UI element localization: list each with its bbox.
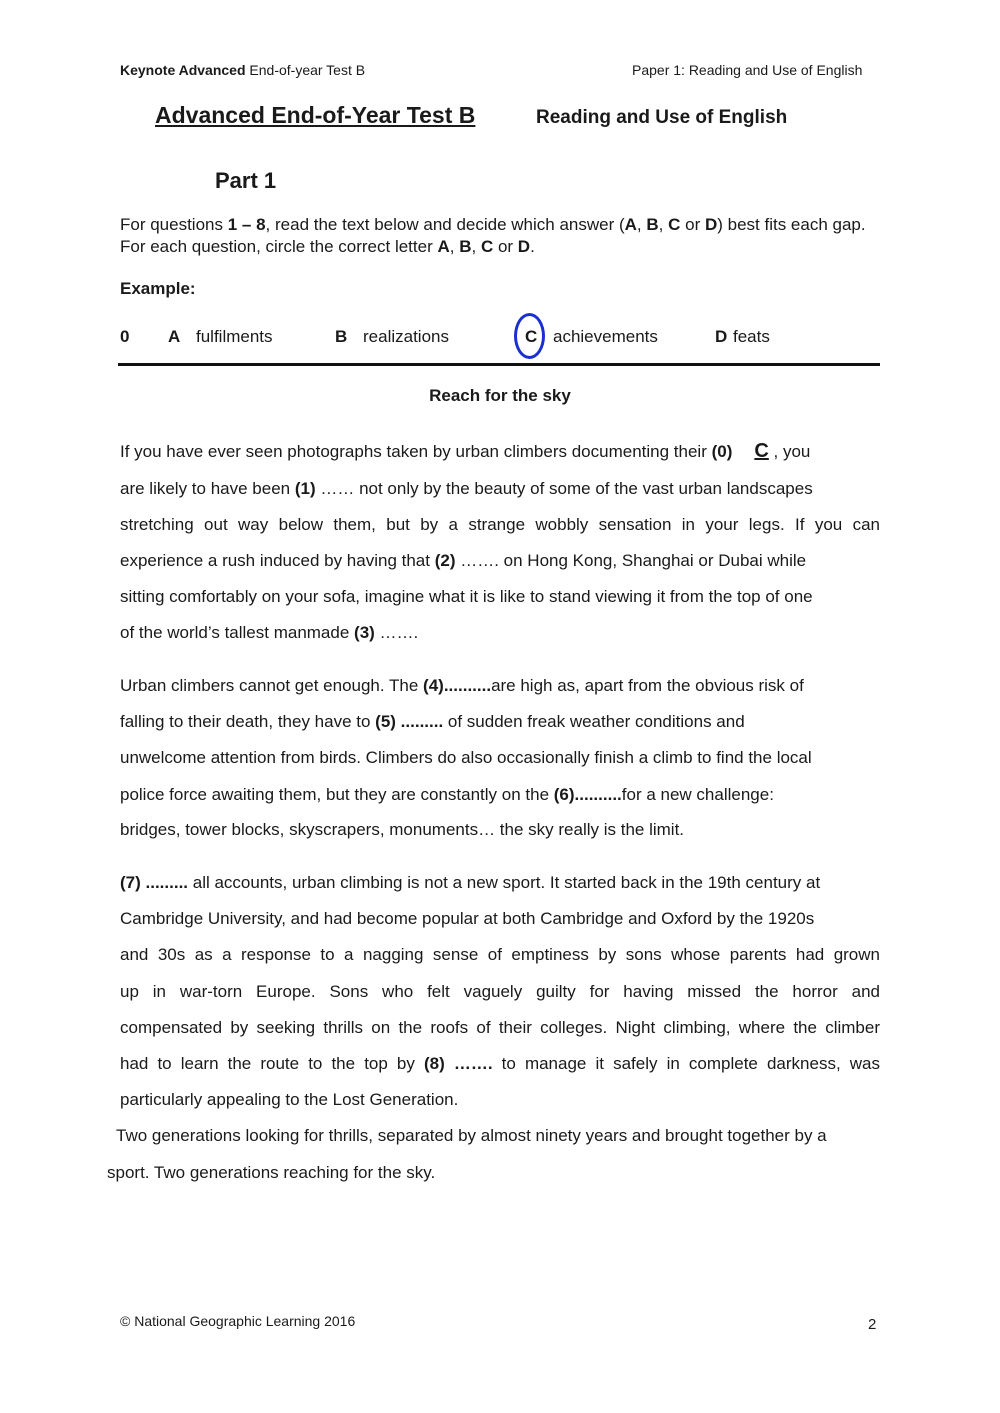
- p4-line-1: Two generations looking for thrills, separated by almost ninety years and brought together by a: [116, 1126, 827, 1145]
- header-book-title: Keynote Advanced: [120, 62, 246, 78]
- p2-line-3: unwelcome attention from birds. Climbers do also occasionally finish a climb to find the local: [120, 748, 812, 767]
- part-heading: Part 1: [215, 168, 277, 193]
- example-option-c-text: achievements: [553, 327, 658, 346]
- example-option-a-letter: A: [168, 327, 181, 346]
- instr-range: 1 – 8: [227, 215, 266, 234]
- page-subtitle: Reading and Use of English: [536, 107, 788, 128]
- p2-text: Urban climbers cannot get enough. The: [120, 676, 424, 695]
- p1-line-1: [120, 440, 880, 463]
- p2-text: for a new challenge:: [621, 785, 774, 804]
- p1-text: If you have ever seen photographs taken by urban climbers documenting their: [120, 442, 712, 461]
- instr-sep: ,: [636, 215, 647, 234]
- gap-dots: ..........: [443, 676, 492, 695]
- p3-line-3: and 30s as a response to a nagging sense of emptiness by sons whose parents had grown: [120, 945, 880, 964]
- instr-sep: .: [530, 237, 535, 256]
- instr-sep: ,: [449, 237, 460, 256]
- divider: [118, 363, 880, 366]
- p2-text: are high as, apart from the obvious risk of: [491, 676, 804, 695]
- gap-number-2: (2): [434, 551, 456, 570]
- p3-text: had to learn the route to the top by: [120, 1054, 424, 1073]
- gap-dots: .........: [395, 712, 444, 731]
- p3-text: to manage it safely in complete darkness, was: [492, 1054, 880, 1073]
- example-number: 0: [120, 327, 130, 346]
- page-title: Advanced End-of-Year Test B: [155, 102, 476, 128]
- gap-number-8: (8): [423, 1054, 445, 1073]
- p1-text: , you: [768, 442, 811, 461]
- gap-dots: .........: [140, 873, 189, 892]
- p1-line-4: [120, 551, 880, 571]
- p2-line-4: [120, 785, 880, 805]
- example-answer: C: [754, 440, 769, 462]
- p1-line-6: [120, 623, 880, 643]
- gap-dots: ..........: [574, 785, 622, 804]
- instr-letter: D: [517, 237, 531, 256]
- header-test-name: End-of-year Test B: [245, 62, 366, 78]
- gap-dots: …….: [444, 1054, 493, 1073]
- p2-text: of sudden freak weather conditions and: [443, 712, 745, 731]
- instr-letter: D: [704, 215, 718, 234]
- p1-line-3: stretching out way below them, but by a strange wobbly sensation in your legs. If you can: [120, 515, 880, 534]
- instr-letter: B: [646, 215, 659, 234]
- p3-line-1: [120, 873, 880, 893]
- instr-letter: A: [624, 215, 637, 234]
- p2-line-2: [120, 712, 880, 732]
- gap-number-5: (5): [375, 712, 396, 731]
- example-option-b-letter: B: [335, 327, 348, 346]
- instr-letter: A: [437, 237, 450, 256]
- instr-text: , read the text below and decide which answer (: [265, 215, 625, 234]
- text-title: Reach for the sky: [429, 386, 571, 405]
- p1-line-5: sitting comfortably on your sofa, imagine what it is like to stand viewing it from the top of one: [120, 587, 813, 606]
- instructions: [120, 214, 880, 258]
- example-option-b-text: realizations: [363, 327, 449, 346]
- p1-text: …….: [374, 623, 419, 642]
- instr-sep: or: [493, 237, 518, 256]
- footer-copyright: © National Geographic Learning 2016: [120, 1313, 356, 1329]
- gap-number-6: (6): [553, 785, 575, 804]
- p1-line-2: [120, 479, 880, 499]
- instr-text: ) best fits each gap. For each question, circle the correct letter: [120, 215, 866, 256]
- instr-letter: C: [480, 237, 494, 256]
- gap-number-4: (4): [423, 676, 444, 695]
- example-label: Example:: [120, 279, 196, 298]
- instr-sep: ,: [658, 215, 669, 234]
- example-option-a-text: fulfilments: [196, 327, 273, 346]
- header-left: [120, 62, 365, 78]
- p3-line-2: Cambridge University, and had become popular at both Cambridge and Oxford by the 1920s: [120, 909, 815, 928]
- p3-line-5: compensated by seeking thrills on the roofs of their colleges. Night climbing, where the climber: [120, 1018, 880, 1037]
- page-number: 2: [868, 1316, 877, 1333]
- instr-letter: B: [459, 237, 472, 256]
- header-right: Paper 1: Reading and Use of English: [632, 62, 863, 78]
- instr-text: For questions: [120, 215, 228, 234]
- gap-number-3: (3): [354, 623, 375, 642]
- p2-line-1: [120, 676, 880, 696]
- p2-line-5: bridges, tower blocks, skyscrapers, monuments… the sky really is the limit.: [120, 820, 685, 839]
- p3-text: all accounts, urban climbing is not a new sport. It started back in the 19th century at: [188, 873, 821, 892]
- p3-line-4: up in war-torn Europe. Sons who felt vaguely guilty for having missed the horror and: [120, 982, 880, 1001]
- gap-number-0: (0): [711, 442, 733, 461]
- instr-sep: or: [680, 215, 705, 234]
- gap-number-7: (7): [120, 873, 141, 892]
- example-option-c-letter: C: [525, 327, 538, 346]
- p1-text: ……. on Hong Kong, Shanghai or Dubai while: [455, 551, 807, 570]
- p1-text: experience a rush induced by having that: [120, 551, 435, 570]
- p3-line-7: particularly appealing to the Lost Generation.: [120, 1090, 459, 1109]
- p2-text: falling to their death, they have to: [120, 712, 376, 731]
- gap-number-1: (1): [294, 479, 316, 498]
- p3-line-6: [120, 1054, 880, 1074]
- p2-text: police force awaiting them, but they are constantly on the: [120, 785, 554, 804]
- example-option-d-letter: D: [715, 327, 728, 346]
- p1-text: …… not only by the beauty of some of the vast urban landscapes: [315, 479, 813, 498]
- instr-letter: C: [668, 215, 681, 234]
- instr-sep: ,: [471, 237, 481, 256]
- p1-text: of the world’s tallest manmade: [120, 623, 355, 642]
- example-option-d-text: feats: [733, 327, 770, 346]
- p4-line-2: sport. Two generations reaching for the sky.: [107, 1163, 436, 1182]
- p1-text: are likely to have been: [120, 479, 295, 498]
